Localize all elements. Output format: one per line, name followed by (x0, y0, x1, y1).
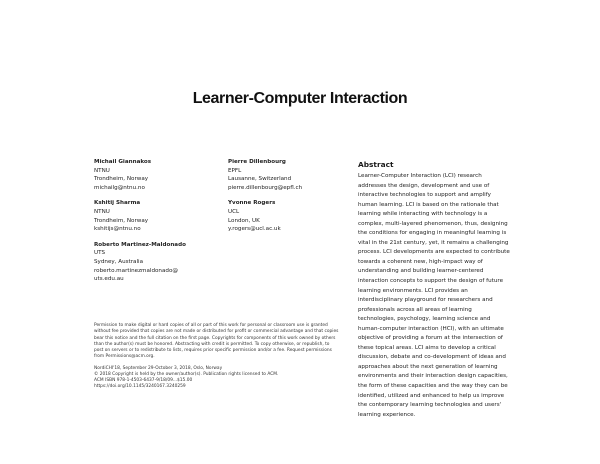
conference-line: NordiCHI'18, September 29-October 3, 2018, Oslo, Norway (94, 365, 223, 371)
abstract-heading: Abstract (358, 160, 394, 169)
author-location: Trondheim, Norway (94, 176, 149, 183)
paper-title: Learner-Computer Interaction (192, 90, 408, 107)
author-location: Trondheim, Norway (94, 217, 149, 224)
copyright-line: © 2018 Copyright is held by the owner/author(s). Publication rights licensed to ACM. (94, 371, 279, 377)
author-block (94, 199, 214, 233)
permission-notice (94, 323, 340, 391)
author-affiliation: UCL (228, 208, 240, 215)
author-location: Sydney, Australia (94, 258, 144, 265)
author-affiliation: NTNU (94, 167, 110, 174)
abstract-text: Learner-Computer Interaction (LCI) research addresses the design, development and use of interactive technologies to support and amplify human learning. LCI is based on the rationale that learning while interacting with technology is a complex, multi-layered phenomenon, thus, designing the conditions for engaging in meaningful learning is vital in the 21st century, yet, it remains a challenging process. LCI developments are expected to contribute towards a coherent new, high-impact way of understanding and building learner-centered interaction concepts to support the design of future learning environments. LCI provides an interdisciplinary playground for researchers and professionals across all areas of learning technologies, psychology, learning science and human-computer interaction (HCI), with an ultimate objective of providing a forum at the intersection of these topical areas. LCI aims to develop a critical discussion, debate and co-development of ideas and approaches about the next generation of learning environments and their interaction design capacities, the form of these capacities and the way they can be identified, utilized and enhanced to help us improve the contemporary learning technologies and users' learning experience. (358, 173, 510, 418)
author-email: michailg@ntnu.no (94, 184, 145, 191)
author-name: Roberto Martinez-Maldonado (94, 241, 186, 248)
author-name: Kshitij Sharma (94, 200, 141, 207)
author-affiliation: NTNU (94, 208, 110, 215)
author-name: Pierre Dillenbourg (228, 159, 286, 165)
author-block (228, 199, 338, 233)
abstract-section (358, 160, 510, 420)
author-column-right (228, 158, 338, 241)
author-location: London, UK (228, 217, 260, 224)
author-column-left (94, 158, 214, 291)
author-email: pierre.dillenbourg@epfl.ch (228, 184, 303, 191)
author-block (228, 158, 338, 192)
author-email: y.rogers@ucl.ac.uk (228, 226, 281, 233)
isbn-line: ACM ISBN 978-1-4503-6437-9/18/09...$15.00 (94, 378, 193, 383)
author-name: Michail Giannakos (94, 159, 152, 165)
permission-text: Permission to make digital or hard copies of all or part of this work for personal or classroom use is granted without fee provided that copies are not made or distributed for profit or commercial advantage and that copies bear this notice and the full citation on the first page. Copyrights for components of this work owned by others than the author(s) must be honored. Abstracting with credit is permitted. To copy otherwise, or republish, to post on servers or to redistribute to lists, requires prior specific permission and/or a fee. Request permissions from Permissions@acm.org. (94, 323, 339, 360)
author-block (94, 241, 214, 284)
author-block (94, 158, 214, 192)
author-affiliation: EPFL (228, 167, 242, 174)
author-name: Yvonne Rogers (228, 200, 276, 207)
author-email: kshitijs@ntnu.no (94, 226, 141, 233)
doi-link[interactable]: https://doi.org/10.1145/3240167.3240259 (94, 384, 186, 390)
author-email: roberto.martinezmaldonado@ (94, 267, 178, 274)
author-location: Lausanne, Switzerland (228, 176, 292, 183)
author-email-continued: uts.edu.au (94, 276, 124, 283)
author-affiliation: UTS (94, 250, 106, 257)
